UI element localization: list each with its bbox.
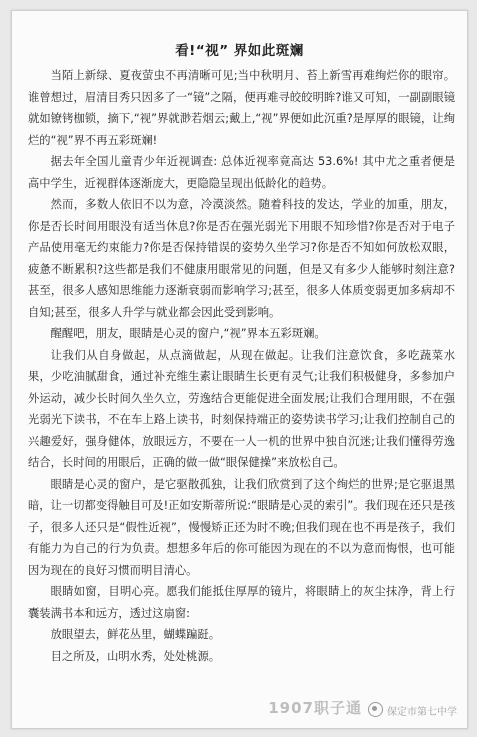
watermark: [268, 697, 457, 718]
paragraph: 让我们从自身做起，从点滴做起，从现在做起。让我们注意饮食，多吃蔬菜水果，少吃油腻甜食，通过补充维生素让眼睛生长更有灵气;让我们积极健身，多参加户外运动，减少长时间久坐久立，劳逸结合更能促进全面发展;让我们合理用眼，不在强光弱光下读书，不在车上路上读书，时刻保持端正的姿势读书学习;让我们控制自己的兴趣爱好，强身健体，放眼远方，不要在一人一机的世界中独自沉迷;让我们懂得劳逸结合，长时间的用眼后，正确的做一做“眼保健操”来放松自己。: [28, 348, 455, 469]
paragraph: 当陌上新绿、夏夜萤虫不再清晰可见;当中秋明月、苔上新雪再难绚烂你的眼帘。谁曾想过，眉清目秀只因多了一“镜”之隔，便再难寻皎皎明眸?谁又可知，一副副眼镜就如镣铐枷锁，摘下,“视”界就渺若烟云;戴上,“视”界便如此沉重?是厚厚的眼镜，让绚烂的“视”界不再五彩斑斓!: [28, 69, 455, 147]
paragraph: 放眼望去，鲜花丛里，蝴蝶蹁跹。: [50, 628, 221, 641]
watermark-account-text: 保定市第七中学: [387, 707, 457, 718]
paragraph: 然而，多数人依旧不以为意，冷漠淡然。随着科技的发达，学业的加重，朋友，你是否长时间用眼没有适当休息?你是否在强光弱光下用眼不知珍惜?你是否对于电子产品使用毫无约束能力?你是否保持错误的姿势久坐学习?你是否不知如何放松双眼，疲惫不断累积?这些都是我们不健康用眼常见的问题，但是又有多少人能够时刻注意?甚至，很多人感知思维能力逐渐衰弱而影响学习;甚至，很多人体质变弱更加多病却不自知;甚至，很多人升学与就业都会因此受到影响。: [28, 198, 455, 319]
watermark-logo-text: 1907职子通: [268, 699, 362, 717]
paragraph: 目之所及，山明水秀，处处桃源。: [50, 649, 221, 663]
paragraph: 眼睛是心灵的窗户，是它驱散孤独，让我们欣赏到了这个绚烂的世界;是它驱退黑暗，让一切都变得触目可及!正如安斯蒂所说:“眼睛是心灵的索引”。我们现在还只是孩子，很多人还只是“假性近视”，慢慢矫正还为时不晚;但我们现在也不再是孩子，我们有能力为自己的行为负责。想想多年后的你可能因为现在的不以为意而悔恨，也可能因为现在的良好习惯而明目清心。: [28, 477, 455, 577]
wechat-account-icon: [368, 702, 383, 717]
paragraph: 眼睛如窗，目明心亮。愿我们能抵住厚厚的镜片，将眼睛上的灰尘抹净，背上行囊装满书本和远方，透过这扇窗:: [28, 585, 455, 620]
paragraph: 据去年全国儿童青少年近视调查: 总体近视率竟高达 53.6%! 其中尤之重者便是高中学生，近视群体逐渐庞大，更隐隐呈现出低龄化的趋势。: [28, 155, 455, 190]
document-body: [28, 65, 455, 667]
paragraph: 醒醒吧，朋友，眼睛是心灵的窗户,“视”界本五彩斑斓。: [50, 327, 326, 340]
document-title: 看!“视” 界如此斑斓: [175, 43, 304, 59]
document-page: [11, 10, 468, 729]
